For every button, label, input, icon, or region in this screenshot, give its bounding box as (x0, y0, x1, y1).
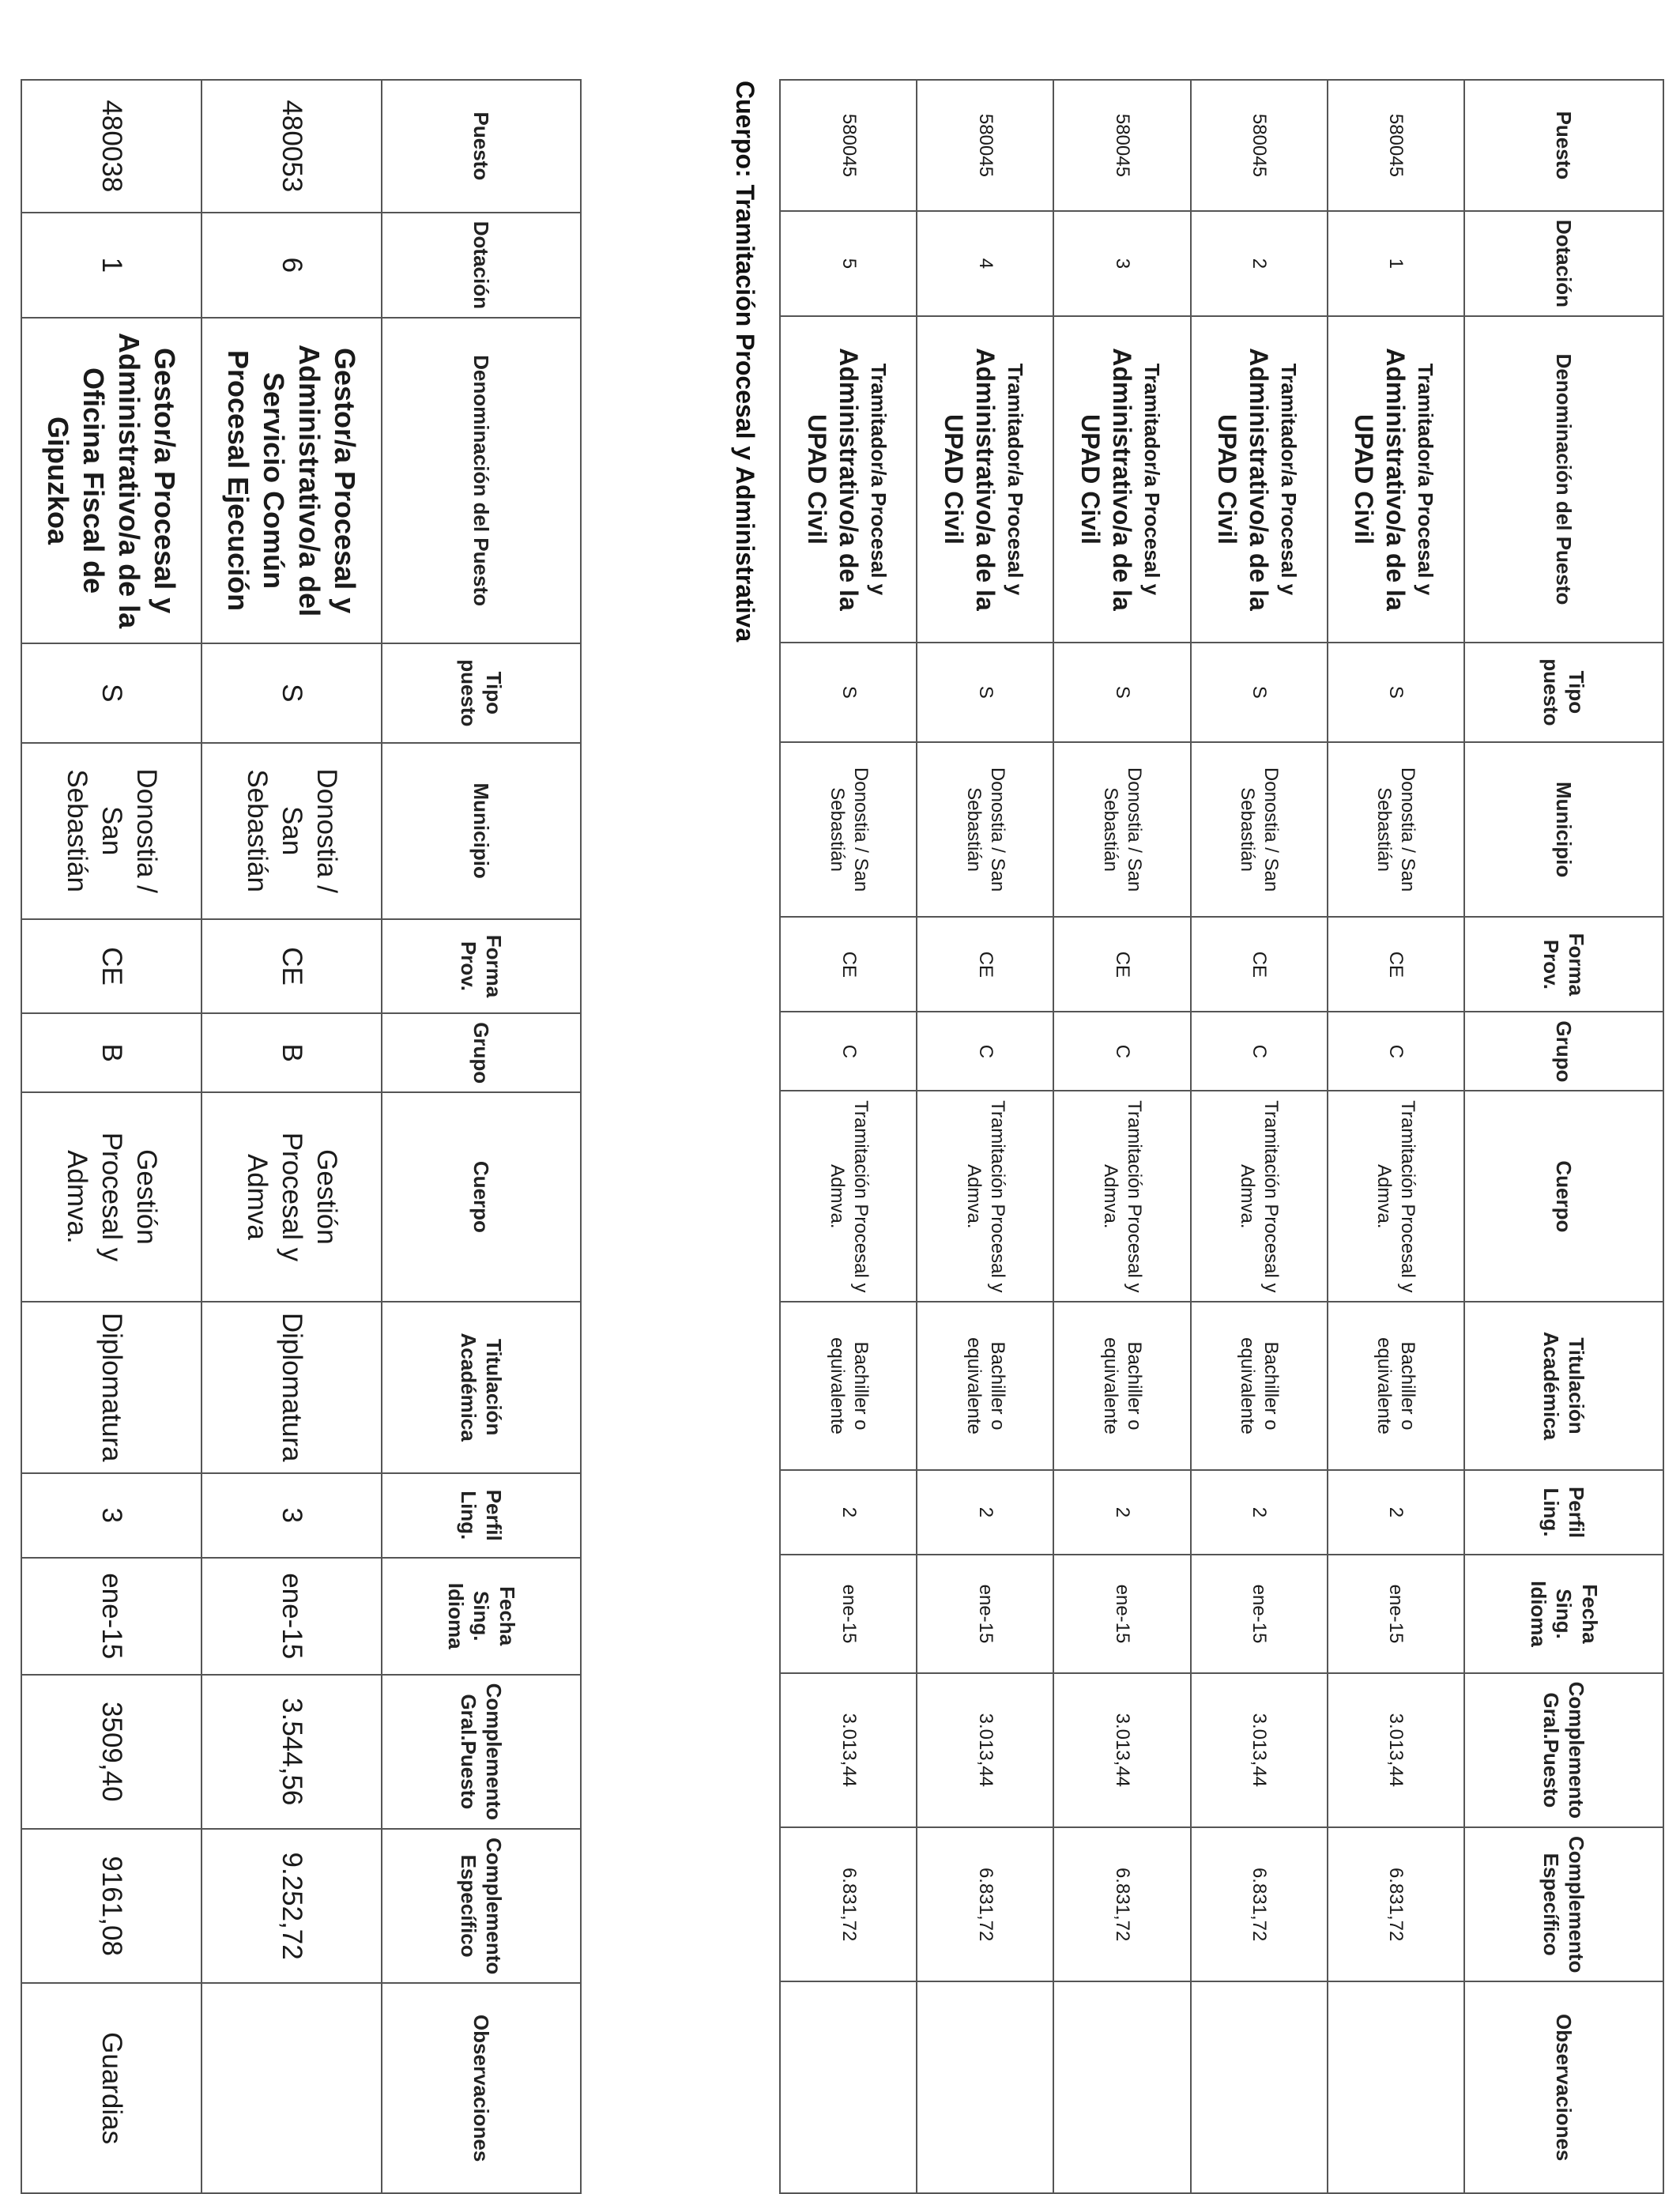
table-row (780, 80, 917, 2193)
table-row (21, 80, 202, 2193)
cell-complemento-gral: 3.013,44 (780, 1673, 917, 1827)
denominacion-rest: Administrativo/a de la UPAD Civil (1350, 348, 1411, 611)
cell-complemento-especifico: 9.252,72 (202, 1829, 382, 1983)
cell-perfil-ling: 3 (202, 1473, 382, 1558)
cell-observaciones: Guardias (21, 1983, 202, 2193)
section-heading: Cuerpo: Tramitación Procesal y Administrativa (731, 81, 759, 643)
cell-complemento-gral: 3.013,44 (1328, 1673, 1464, 1827)
cell-cuerpo: Tramitación Procesal y Admva. (917, 1091, 1053, 1302)
cell-complemento-especifico: 6.831,72 (1328, 1827, 1464, 1981)
header-tipo-puesto: Tipo puesto (1464, 643, 1663, 742)
denominacion-line1: Tramitador/a Procesal y (1003, 363, 1027, 596)
cell-puesto: 580045 (1053, 80, 1190, 211)
cell-municipio: Donostia / San Sebastián (780, 742, 917, 918)
denominacion-line1: Tramitador/a Procesal y (866, 363, 891, 596)
cell-complemento-especifico: 6.831,72 (917, 1827, 1053, 1981)
cell-fecha-sing: ene-15 (1328, 1555, 1464, 1672)
cell-fecha-sing: ene-15 (202, 1558, 382, 1675)
header-denominacion: Denominación del Puesto (1464, 316, 1663, 643)
cell-observaciones (202, 1983, 382, 2193)
cell-puesto: 580045 (1328, 80, 1464, 211)
cell-dotacion: 2 (1191, 211, 1328, 316)
cell-denominacion (780, 316, 917, 643)
header-complemento-gral: Complemento Gral.Puesto (382, 1675, 581, 1829)
cell-complemento-gral: 3509,40 (21, 1675, 202, 1829)
cell-fecha-sing: ene-15 (1191, 1555, 1328, 1672)
table-row (1328, 80, 1464, 2193)
cell-complemento-gral: 3.013,44 (1191, 1673, 1328, 1827)
cell-observaciones (917, 1981, 1053, 2193)
cell-grupo: B (202, 1013, 382, 1092)
cell-complemento-gral: 3.013,44 (1053, 1673, 1190, 1827)
header-denominacion: Denominación del Puesto (382, 318, 581, 643)
header-cuerpo: Cuerpo (1464, 1091, 1663, 1302)
cell-denominacion: Gestor/a Procesal y Administrativo/a del Servicio Común Procesal Ejecución (202, 318, 382, 643)
cell-denominacion (1191, 316, 1328, 643)
cell-puesto: 480053 (202, 80, 382, 213)
cell-puesto: 580045 (1191, 80, 1328, 211)
cell-puesto: 580045 (780, 80, 917, 211)
header-municipio: Municipio (1464, 742, 1663, 918)
cell-dotacion: 3 (1053, 211, 1190, 316)
cell-complemento-especifico: 6.831,72 (1191, 1827, 1328, 1981)
cell-cuerpo: Tramitación Procesal y Admva. (1328, 1091, 1464, 1302)
cell-tipo-puesto: S (202, 643, 382, 742)
cell-municipio: Donostia / San Sebastián (1328, 742, 1464, 918)
cell-titulacion: Diplomatura (21, 1302, 202, 1473)
header-grupo: Grupo (382, 1013, 581, 1092)
cell-grupo: C (1328, 1012, 1464, 1091)
denominacion-rest: Administrativo/a de la UPAD Civil (802, 348, 863, 611)
table-row (202, 80, 382, 2193)
cell-puesto: 580045 (917, 80, 1053, 211)
cell-fecha-sing: ene-15 (1053, 1555, 1190, 1672)
cell-fecha-sing: ene-15 (917, 1555, 1053, 1672)
cell-denominacion (1328, 316, 1464, 643)
cell-perfil-ling: 2 (917, 1470, 1053, 1555)
cell-complemento-gral: 3.544,56 (202, 1675, 382, 1829)
cell-municipio: Donostia / San Sebastián (21, 743, 202, 919)
header-perfil-ling: Perfil Ling. (382, 1473, 581, 1558)
header-observaciones: Observaciones (382, 1983, 581, 2193)
cell-fecha-sing: ene-15 (21, 1558, 202, 1675)
cell-denominacion: Gestor/a Procesal y Administrativo/a de la Oficina Fiscal de Gipuzkoa (21, 318, 202, 643)
header-puesto: Puesto (1464, 80, 1663, 211)
cell-forma-prov: CE (917, 917, 1053, 1012)
cell-cuerpo: Gestión Procesal y Admva (202, 1092, 382, 1301)
table-header-row (1464, 80, 1663, 2193)
cell-denominacion (1053, 316, 1190, 643)
header-fecha-sing: Fecha Sing. Idioma (1464, 1555, 1663, 1672)
cell-titulacion: Bachiller o equivalente (1328, 1302, 1464, 1469)
header-tipo-puesto: Tipo puesto (382, 643, 581, 742)
header-grupo: Grupo (1464, 1012, 1663, 1091)
header-perfil-ling: Perfil Ling. (1464, 1470, 1663, 1555)
cell-observaciones (1191, 1981, 1328, 2193)
cell-grupo: C (1191, 1012, 1328, 1091)
header-observaciones: Observaciones (1464, 1981, 1663, 2193)
table-row (917, 80, 1053, 2193)
cell-forma-prov: CE (202, 919, 382, 1013)
cell-grupo: C (1053, 1012, 1190, 1091)
denominacion-line1: Tramitador/a Procesal y (1277, 363, 1301, 596)
cell-municipio: Donostia / San Sebastián (1053, 742, 1190, 918)
cell-dotacion: 5 (780, 211, 917, 316)
header-complemento-especifico: Complemento Específico (1464, 1827, 1663, 1981)
cell-complemento-especifico: 6.831,72 (1053, 1827, 1190, 1981)
cell-complemento-gral: 3.013,44 (917, 1673, 1053, 1827)
header-complemento-gral: Complemento Gral.Puesto (1464, 1673, 1663, 1827)
cell-tipo-puesto: S (780, 643, 917, 742)
table-row (1191, 80, 1328, 2193)
cell-forma-prov: CE (1053, 917, 1190, 1012)
header-titulacion: Titulación Académica (1464, 1302, 1663, 1469)
cell-dotacion: 6 (202, 213, 382, 318)
cell-forma-prov: CE (1328, 917, 1464, 1012)
denominacion-rest: Administrativo/a de la UPAD Civil (1076, 348, 1137, 611)
cell-cuerpo: Gestión Procesal y Admva. (21, 1092, 202, 1301)
cell-cuerpo: Tramitación Procesal y Admva. (1191, 1091, 1328, 1302)
denominacion-line1: Tramitador/a Procesal y (1140, 363, 1165, 596)
table-tramitacion-procesal (779, 79, 1664, 2194)
header-puesto: Puesto (382, 80, 581, 213)
header-dotacion: Dotación (1464, 211, 1663, 316)
cell-cuerpo: Tramitación Procesal y Admva. (1053, 1091, 1190, 1302)
cell-observaciones (1328, 1981, 1464, 2193)
header-fecha-sing: Fecha Sing. Idioma (382, 1558, 581, 1675)
cell-complemento-especifico: 6.831,72 (780, 1827, 917, 1981)
cell-titulacion: Bachiller o equivalente (917, 1302, 1053, 1469)
cell-perfil-ling: 2 (1191, 1470, 1328, 1555)
header-forma-prov: Forma Prov. (1464, 917, 1663, 1012)
cell-perfil-ling: 2 (1328, 1470, 1464, 1555)
cell-dotacion: 1 (1328, 211, 1464, 316)
header-dotacion: Dotación (382, 213, 581, 318)
cell-grupo: C (780, 1012, 917, 1091)
cell-tipo-puesto: S (1191, 643, 1328, 742)
cell-perfil-ling: 3 (21, 1473, 202, 1558)
denominacion-rest: Administrativo/a de la UPAD Civil (939, 348, 1000, 611)
header-titulacion: Titulación Académica (382, 1302, 581, 1473)
cell-tipo-puesto: S (1053, 643, 1190, 742)
cell-titulacion: Bachiller o equivalente (1191, 1302, 1328, 1469)
cell-municipio: Donostia / San Sebastián (917, 742, 1053, 918)
header-complemento-especifico: Complemento Específico (382, 1829, 581, 1983)
cell-tipo-puesto: S (21, 643, 202, 742)
cell-observaciones (1053, 1981, 1190, 2193)
cell-observaciones (780, 1981, 917, 2193)
header-municipio: Municipio (382, 743, 581, 919)
header-forma-prov: Forma Prov. (382, 919, 581, 1013)
cell-complemento-especifico: 9161,08 (21, 1829, 202, 1983)
cell-dotacion: 4 (917, 211, 1053, 316)
cell-denominacion (917, 316, 1053, 643)
cell-tipo-puesto: S (917, 643, 1053, 742)
table-header-row (382, 80, 581, 2193)
cell-titulacion: Diplomatura (202, 1302, 382, 1473)
cell-forma-prov: CE (780, 917, 917, 1012)
cell-forma-prov: CE (1191, 917, 1328, 1012)
denominacion-rest: Administrativo/a de la UPAD Civil (1213, 348, 1274, 611)
cell-dotacion: 1 (21, 213, 202, 318)
cell-grupo: C (917, 1012, 1053, 1091)
cell-municipio: Donostia / San Sebastián (1191, 742, 1328, 918)
cell-municipio: Donostia / San Sebastián (202, 743, 382, 919)
table-gestion-procesal (21, 79, 582, 2194)
cell-titulacion: Bachiller o equivalente (1053, 1302, 1190, 1469)
cell-tipo-puesto: S (1328, 643, 1464, 742)
cell-grupo: B (21, 1013, 202, 1092)
header-cuerpo: Cuerpo (382, 1092, 581, 1301)
cell-perfil-ling: 2 (780, 1470, 917, 1555)
cell-perfil-ling: 2 (1053, 1470, 1190, 1555)
cell-titulacion: Bachiller o equivalente (780, 1302, 917, 1469)
table-row (1053, 80, 1190, 2193)
cell-forma-prov: CE (21, 919, 202, 1013)
cell-fecha-sing: ene-15 (780, 1555, 917, 1672)
denominacion-line1: Tramitador/a Procesal y (1414, 363, 1438, 596)
cell-puesto: 480038 (21, 80, 202, 213)
cell-cuerpo: Tramitación Procesal y Admva. (780, 1091, 917, 1302)
